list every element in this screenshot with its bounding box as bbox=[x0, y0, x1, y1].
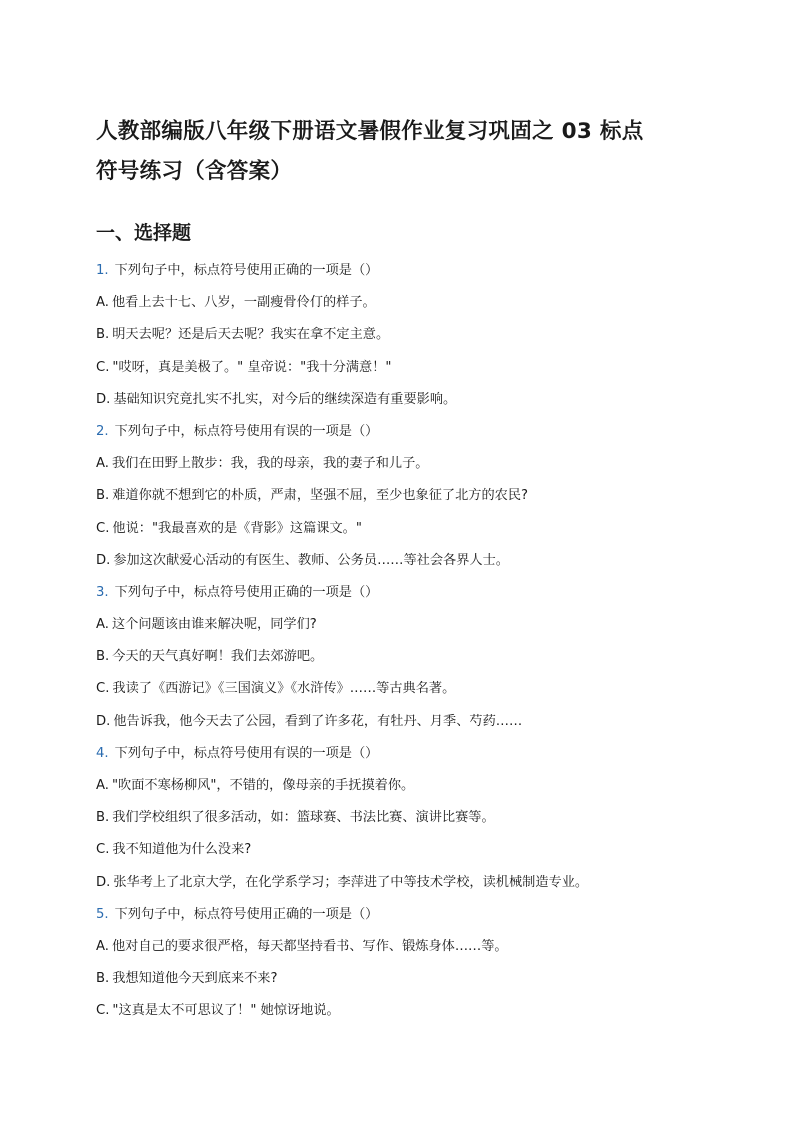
answer-option bbox=[96, 646, 736, 678]
option-letter: C. bbox=[96, 842, 110, 858]
title-line-2: 符号练习（含答案） bbox=[96, 159, 293, 184]
option-letter: A. bbox=[96, 617, 109, 633]
answer-option bbox=[96, 839, 736, 871]
option-letter: B. bbox=[96, 971, 110, 987]
question-stem-text: 下列句子中，标点符号使用正确的一项是（） bbox=[114, 584, 379, 600]
answer-option bbox=[96, 324, 736, 356]
option-letter: C. bbox=[96, 520, 110, 536]
option-text: 参加这次献爱心活动的有医生、教师、公务员……等社会各界人士。 bbox=[113, 552, 509, 568]
answer-option bbox=[96, 775, 736, 807]
option-text: "哎呀，真是美极了。" 皇帝说："我十分满意！" bbox=[112, 359, 392, 375]
option-text: 基础知识究竟扎实不扎实，对今后的继续深造有重要影响。 bbox=[113, 391, 457, 407]
option-text: 他说："我最喜欢的是《背影》这篇课文。" bbox=[112, 520, 362, 536]
question-stem bbox=[96, 904, 736, 936]
answer-option bbox=[96, 518, 736, 550]
question-list bbox=[96, 260, 736, 1033]
question-stem-text: 下列句子中，标点符号使用有误的一项是（） bbox=[114, 745, 379, 761]
option-letter: A. bbox=[96, 938, 109, 954]
question-number: 2. bbox=[96, 423, 109, 439]
answer-option bbox=[96, 936, 736, 968]
question-stem-text: 下列句子中，标点符号使用正确的一项是（） bbox=[114, 263, 379, 278]
option-letter: B. bbox=[96, 488, 110, 504]
option-text: 他看上去十七、八岁，一副瘦骨伶仃的样子。 bbox=[111, 295, 376, 311]
answer-option bbox=[96, 1000, 736, 1032]
section-heading: 一、选择题 bbox=[96, 222, 192, 244]
answer-option bbox=[96, 968, 736, 1000]
answer-option bbox=[96, 614, 736, 646]
option-text: 这个问题该由谁来解决呢，同学们? bbox=[111, 617, 317, 633]
option-letter: C. bbox=[96, 1003, 110, 1019]
option-text: 我想知道他今天到底来不来? bbox=[112, 971, 278, 987]
option-text: 今天的天气真好啊！我们去郊游吧。 bbox=[112, 649, 324, 665]
option-letter: C. bbox=[96, 681, 110, 697]
question-number: 5. bbox=[96, 906, 109, 922]
answer-option bbox=[96, 292, 736, 324]
question-stem bbox=[96, 743, 736, 775]
question-stem bbox=[96, 582, 736, 614]
answer-option bbox=[96, 711, 736, 743]
answer-option bbox=[96, 389, 736, 421]
document-title bbox=[96, 112, 716, 192]
answer-option bbox=[96, 453, 736, 485]
question-number: 1. bbox=[96, 263, 109, 278]
answer-option bbox=[96, 807, 736, 839]
question-stem-text: 下列句子中，标点符号使用正确的一项是（） bbox=[114, 906, 379, 922]
option-text: "这真是太不可思议了！" 她惊讶地说。 bbox=[112, 1003, 340, 1019]
option-letter: A. bbox=[96, 295, 109, 311]
option-text: 他对自己的要求很严格，每天都坚持看书、写作、锻炼身体……等。 bbox=[111, 938, 508, 954]
answer-option bbox=[96, 678, 736, 710]
option-letter: B. bbox=[96, 649, 110, 665]
option-text: 我们在田野上散步：我，我的母亲，我的妻子和儿子。 bbox=[111, 456, 429, 472]
option-letter: D. bbox=[96, 391, 111, 407]
answer-option bbox=[96, 485, 736, 517]
question-number: 4. bbox=[96, 745, 109, 761]
option-letter: C. bbox=[96, 359, 110, 375]
question-number: 3. bbox=[96, 584, 109, 600]
option-text: 我读了《西游记》《三国演义》《水浒传》……等古典名著。 bbox=[112, 681, 456, 697]
option-letter: A. bbox=[96, 778, 109, 793]
answer-option bbox=[96, 550, 736, 582]
title-line-1: 人教部编版八年级下册语文暑假作业复习巩固之 03 标点 bbox=[96, 119, 644, 144]
option-letter: B. bbox=[96, 327, 110, 343]
option-text: 张华考上了北京大学，在化学系学习；李萍进了中等技术学校，读机械制造专业。 bbox=[113, 874, 589, 890]
option-text: 明天去呢？还是后天去呢？我实在拿不定主意。 bbox=[112, 327, 390, 343]
question-stem-text: 下列句子中，标点符号使用有误的一项是（） bbox=[114, 423, 379, 439]
question-stem bbox=[96, 260, 736, 292]
option-text: "吹面不寒杨柳风"，不错的，像母亲的手抚摸着你。 bbox=[111, 778, 415, 793]
option-letter: D. bbox=[96, 874, 111, 890]
option-letter: A. bbox=[96, 456, 109, 472]
option-text: 他告诉我，他今天去了公园，看到了许多花，有牡丹、月季、芍药…… bbox=[113, 713, 523, 729]
option-letter: B. bbox=[96, 810, 110, 826]
question-stem bbox=[96, 421, 736, 453]
option-text: 我们学校组织了很多活动，如：篮球赛、书法比赛、演讲比赛等。 bbox=[112, 810, 495, 826]
option-text: 我不知道他为什么没来? bbox=[112, 842, 252, 858]
answer-option bbox=[96, 357, 736, 389]
document-page bbox=[96, 112, 716, 1019]
option-letter: D. bbox=[96, 552, 111, 568]
answer-option bbox=[96, 872, 736, 904]
option-letter: D. bbox=[96, 713, 111, 729]
option-text: 难道你就不想到它的朴质，严肃，坚强不屈，至少也象征了北方的农民? bbox=[112, 488, 529, 504]
